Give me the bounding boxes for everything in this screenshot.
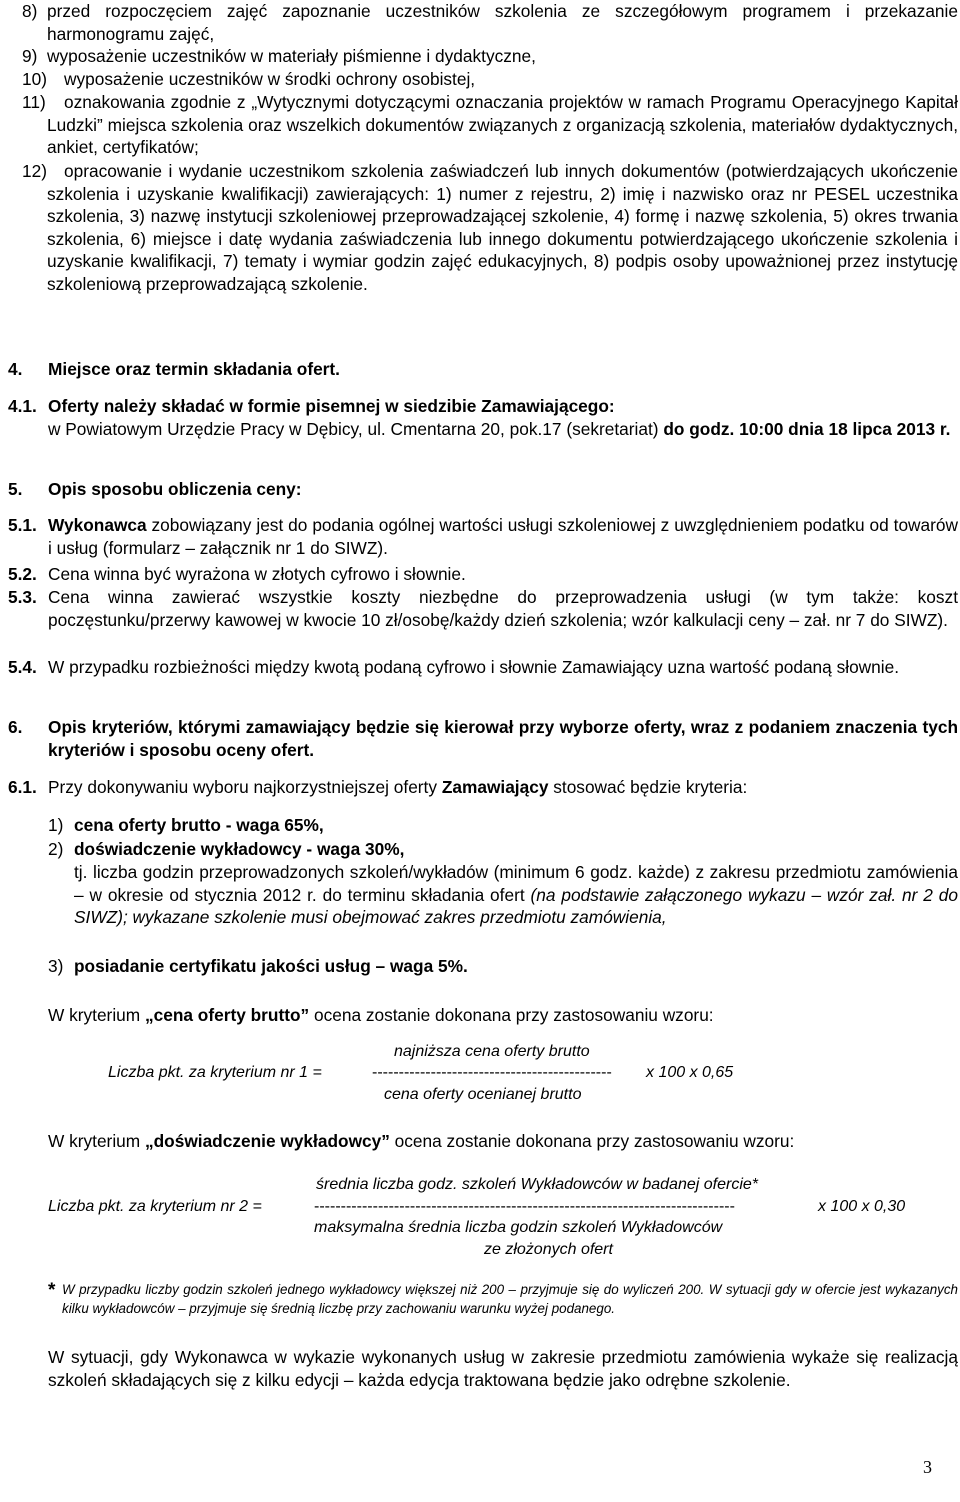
intro-criterion: „cena oferty brutto” (144, 1005, 310, 1025)
paragraph-5-2 (8, 563, 958, 586)
criterion-text: doświadczenie wykładowcy - waga 30%, (74, 839, 405, 859)
list-number: 8) (22, 1, 38, 21)
list-text: wyposażenie uczestników w środki ochrony osobistej, (64, 69, 476, 89)
paragraph-text: w Powiatowym Urzędzie Pracy w Dębicy, ul. Cmentarna 20, pok.17 (sekretariat) (48, 418, 664, 439)
formula-1-denominator: cena oferty ocenianej brutto (384, 1086, 582, 1103)
paragraph-text: Cena winna zawierać wszystkie koszty niezbędne do przeprowadzenia usługi (w tym także: koszt poczęstunku/przerwy kawowej w kwocie 10 zł/osobę/każdy dzień szkolenia; wzór kalkulacji ceny – zał. nr 7 do SIWZ). (48, 587, 958, 630)
intro-text: W kryterium (48, 1131, 145, 1151)
paragraph-bold-text: Wykonawca (48, 515, 147, 535)
formula-2-right: x 100 x 0,30 (818, 1198, 906, 1215)
list-number: 11) (22, 92, 46, 112)
page-number: 3 (923, 1457, 932, 1477)
list-number: 10) (22, 69, 47, 89)
section-title: Opis sposobu obliczenia ceny: (48, 479, 302, 499)
list-number: 9) (22, 46, 38, 66)
formula-2-left: Liczba pkt. za kryterium nr 2 = (48, 1198, 262, 1215)
intro-text-end: ocena zostanie dokonana przy zastosowaniu wzoru: (309, 1005, 714, 1025)
paragraph-text: W przypadku rozbieżności między kwotą podaną cyfrowo i słownie Zamawiający uzna wartość podaną słownie. (48, 657, 900, 677)
intro-criterion: „doświadczenie wykładowcy” (144, 1131, 390, 1151)
criterion-number: 2) (48, 839, 64, 859)
criterion-text: posiadanie certyfikatu jakości usług – waga 5%. (74, 956, 468, 976)
footnote (48, 1280, 958, 1318)
paragraph-5-1 (8, 514, 958, 558)
formula-2-denominator-2: ze złożonych ofert (484, 1241, 613, 1258)
list-text: opracowanie i wydanie uczestnikom szkolenia zaświadczeń lub innych dokumentów (potwierdzających ukończenie szkolenia i uzyskanie kwalifikacji) zawierających: 1) numer z rejestru, 2) imię i nazwisko oraz nr PESEL uczestnika szkolenia, 3) nazwę instytucji szkoleniowej przeprowadzającej szkolenie, 4) formę i nazwę szkolenia, 5) okres trwania szkolenia, 6) miejsce i datę wydania zaświadczenia lub innego dokumentu potwierdzającego ukończenie szkolenia i uzyskanie kwalifikacji, 7) tematy i wymiar godzin zajęć edukacyjnych, 8) podpis osoby upoważnionej przez instytucję szkoleniową przeprowadzającą szkolenie. (47, 161, 958, 294)
formula-1-right: x 100 x 0,65 (646, 1064, 734, 1081)
section-6-heading (8, 716, 958, 760)
section-4-heading (8, 358, 908, 381)
paragraph-text-end: stosować będzie kryteria: (548, 777, 748, 797)
formula-1-numerator: najniższa cena oferty brutto (394, 1043, 590, 1060)
criterion-number: 3) (48, 956, 64, 976)
list-item-8 (0, 0, 958, 45)
paragraph-6-1 (8, 776, 958, 799)
criterion-desc-text: tj. liczba godzin przeprowadzonych szkoleń/wykładów (minimum 6 godz. każde) z zakresu przedmiotu zamówienia – w okresie od stycznia 2012 r. do terminu składania ofert (74, 862, 958, 905)
list-item-11 (0, 91, 958, 159)
intro-text: W kryterium (48, 1005, 145, 1025)
paragraph-number: 5.4. (8, 657, 37, 677)
formula-1-intro (48, 1004, 948, 1027)
section-title: Opis kryteriów, którymi zamawiający będzie się kierował przy wyborze oferty, wraz z podaniem znaczenia tych kryteriów i sposobu oceny ofert. (48, 717, 958, 760)
criterion-3 (48, 955, 948, 978)
list-item-10 (0, 68, 958, 91)
list-text: oznakowania zgodnie z „Wytycznymi dotyczącymi oznaczania projektów w ramach Programu Operacyjnego Kapitał Ludzki” miejsca szkolenia oraz wszelkich dokumentów związanych z organizacją szkolenia, materiałów dydaktycznych, ankiet, certyfikatów; (47, 92, 958, 158)
list-number: 12) (22, 161, 47, 181)
section-number: 4. (8, 359, 23, 379)
list-text: przed rozpoczęciem zajęć zapoznanie uczestników szkolenia ze szczegółowym programem i przekazanie harmonogramu zajęć, (47, 1, 958, 44)
paragraph-bold-text: Zamawiający (441, 777, 549, 797)
list-text: wyposażenie uczestników w materiały piśmienne i dydaktyczne, (47, 46, 536, 66)
criterion-2 (48, 838, 948, 861)
paragraph-number: 5.3. (8, 587, 37, 607)
paragraph-number: 4.1. (8, 396, 37, 416)
paragraph-text: Przy dokonywaniu wyboru najkorzystniejszej oferty (48, 777, 442, 797)
paragraph-number: 5.2. (8, 564, 37, 584)
paragraph-4-1 (8, 395, 958, 439)
formula-1-left: Liczba pkt. za kryterium nr 1 = (108, 1064, 322, 1081)
list-item-9 (0, 45, 958, 68)
intro-text-end: ocena zostanie dokonana przy zastosowaniu wzoru: (389, 1131, 795, 1151)
footnote-text: W przypadku liczby godzin szkoleń jednego wykładowcy większej niż 200 – przyjmuje się do wyliczeń 200. W sytuacji gdy w ofercie jest wykazanych kilku wykładowców – przyjmuje się średnią liczbę przy zachowaniu warunku wyżej podanego. (62, 1282, 958, 1316)
paragraph-text: zobowiązany jest do podania ogólnej wartości usługi szkoleniowej z uwzględnieniem podatku od towarów i usług (formularz – załącznik nr 1 do SIWZ). (48, 515, 958, 558)
paragraph-number: 5.1. (8, 515, 37, 535)
formula-2-intro (48, 1130, 958, 1153)
paragraph-bold-text: Oferty należy składać w formie pisemnej w siedzibie Zamawiającego: (48, 396, 615, 416)
section-title: Miejsce oraz termin składania ofert. (48, 359, 340, 379)
section-number: 5. (8, 479, 23, 499)
paragraph-text: Cena winna być wyrażona w złotych cyfrowo i słownie. (48, 564, 466, 584)
criterion-1 (48, 814, 948, 837)
section-5-heading (8, 478, 908, 501)
criterion-text: cena oferty brutto - waga 65%, (74, 815, 324, 835)
paragraph-5-4 (8, 656, 958, 679)
formula-2-denominator-1: maksymalna średnia liczba godzin szkoleń Wykładowców (314, 1219, 723, 1236)
criterion-desc-italic: (na podstawie załączonego wykazu – wzór zał. nr 2 do SIWZ); wykazane szkolenie musi obejmować zakres przedmiotu zamówienia, (74, 884, 958, 928)
paragraph-deadline: do godz. 10:00 dnia 18 lipca 2013 r. (663, 418, 951, 439)
footnote-star: * (48, 1280, 56, 1301)
formula-2-numerator: średnia liczba godz. szkoleń Wykładowców w badanej ofercie* (316, 1176, 758, 1193)
formula-2-fraction-bar: ------------------------------------------------------------------------------- (314, 1198, 735, 1215)
paragraph-number: 6.1. (8, 777, 37, 797)
criterion-2-description (74, 861, 958, 929)
criterion-number: 1) (48, 815, 64, 835)
paragraph-5-3 (8, 586, 958, 630)
section-number: 6. (8, 717, 23, 737)
closing-paragraph: W sytuacji, gdy Wykonawca w wykazie wykonanych usług w zakresie przedmiotu zamówienia wykaże się realizacją szkoleń składających się z kilku edycji – każda edycja traktowana będzie jako odrębne szkolenie. (48, 1347, 958, 1390)
formula-1-fraction-bar: --------------------------------------------- (372, 1064, 612, 1081)
list-item-12 (0, 160, 958, 296)
